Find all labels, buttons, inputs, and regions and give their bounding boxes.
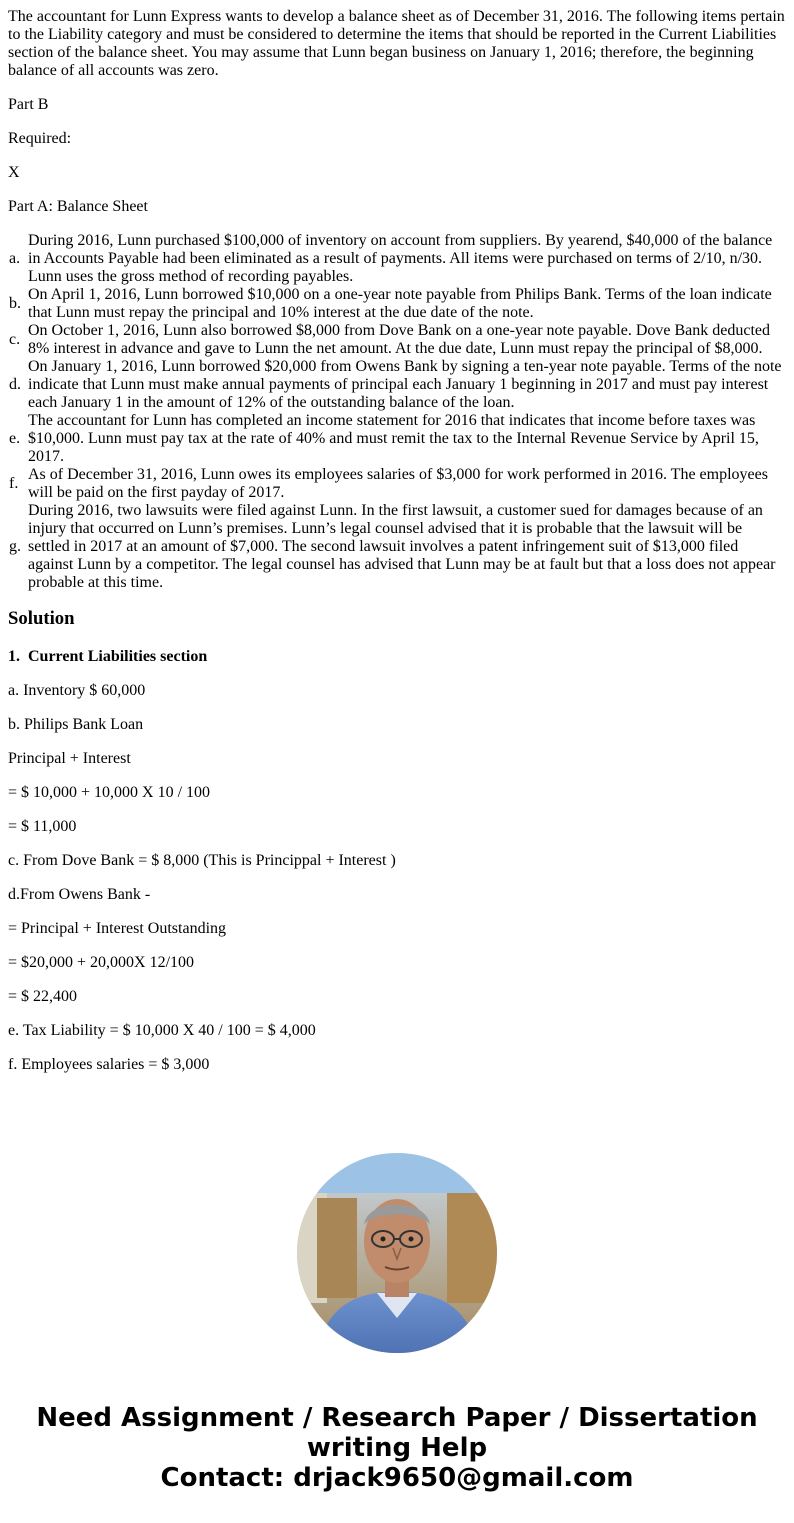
promo-line-1: Need Assignment / Research Paper / Dissertation xyxy=(36,1403,758,1433)
item-row-c xyxy=(8,322,784,358)
item-letter: c. xyxy=(9,331,21,348)
question-intro: The accountant for Lunn Express wants to develop a balance sheet as of December 31, 2016. The following items pertain to the Liability category and must be considered to determine the items that should be reported in the Current Liabilities section of the balance sheet. You may assume that Lunn began business on January 1, 2016; therefore, the beginning balance of all accounts was zero. xyxy=(8,8,785,79)
item-text: On January 1, 2016, Lunn borrowed $20,000 from Owens Bank by signing a ten-year note payable. Terms of the note indicate that Lunn must make annual payments of principal each January 1 beginning in 2017 and must pay interest each January 1 in the amount of 12% of the outstanding balance of the loan. xyxy=(28,358,782,411)
item-text: During 2016, Lunn purchased $100,000 of inventory on account from suppliers. By yearend, $40,000 of the balance in Accounts Payable had been eliminated as a result of payments. All items were purchased on terms of 2/10, n/30. Lunn uses the gross method of recording payables. xyxy=(28,232,773,285)
solution-line: a. Inventory $ 60,000 xyxy=(8,682,146,699)
item-letter: f. xyxy=(9,475,19,492)
document-body xyxy=(8,8,786,1090)
item-row-f xyxy=(8,466,784,502)
solution-line: Principal + Interest xyxy=(8,750,131,767)
promo-line-2: writing Help xyxy=(306,1433,488,1463)
item-row-e xyxy=(8,412,784,466)
part-b-label: Part B xyxy=(8,96,49,113)
solution-line: = $ 22,400 xyxy=(8,988,78,1005)
solution-line: d.From Owens Bank - xyxy=(8,886,151,903)
item-letter: d. xyxy=(9,376,21,393)
item-text: On October 1, 2016, Lunn also borrowed $8,000 from Dove Bank on a one-year note payable. Dove Bank deducted 8% interest in advance and gave to Lunn the net amount. At the due date, Lunn must repay the principal of $8,000. xyxy=(28,322,771,357)
promo-contact-email: Contact: drjack9650@gmail.com xyxy=(160,1463,634,1493)
solution-section-title: 1. Current Liabilities section xyxy=(8,648,208,665)
item-letter: g. xyxy=(9,538,21,555)
part-a-label: Part A: Balance Sheet xyxy=(8,198,148,215)
author-portrait-image xyxy=(297,1153,497,1353)
item-text: The accountant for Lunn has completed an income statement for 2016 that indicates that income before taxes was $10,000. Lunn must pay tax at the rate of 40% and must remit the tax to the Internal Revenue Service by April 15, 2017. xyxy=(28,412,759,465)
item-text: During 2016, two lawsuits were filed against Lunn. In the first lawsuit, a customer sued for damages because of an injury that occurred on Lunn’s premises. Lunn’s legal counsel advised that it is probable that the lawsuit will be settled in 2017 at an amount of $7,000. The second lawsuit involves a patent infringement suit of $13,000 filed against Lunn by a competitor. The legal counsel has advised that Lunn may be at fault but that a loss does not appear probable at this time. xyxy=(28,502,776,591)
item-row-d xyxy=(8,358,784,412)
item-text: On April 1, 2016, Lunn borrowed $10,000 on a one-year note payable from Philips Bank. Terms of the loan indicate that Lunn must repay the principal and 10% interest at the due date of the note. xyxy=(28,286,772,321)
solution-line: = $ 10,000 + 10,000 X 10 / 100 xyxy=(8,784,211,801)
item-letter: e. xyxy=(9,430,21,447)
solution-heading: Solution xyxy=(8,608,75,629)
question-items-table xyxy=(8,232,784,592)
promo-banner xyxy=(0,1403,794,1493)
x-label: X xyxy=(8,164,20,181)
solution-line: = Principal + Interest Outstanding xyxy=(8,920,227,937)
required-label: Required: xyxy=(8,130,72,147)
solution-line: b. Philips Bank Loan xyxy=(8,716,144,733)
author-photo xyxy=(297,1153,497,1353)
solution-line: f. Employees salaries = $ 3,000 xyxy=(8,1056,210,1073)
item-text: As of December 31, 2016, Lunn owes its employees salaries of $3,000 for work performed in 2016. The employees will be paid on the first payday of 2017. xyxy=(28,466,768,501)
item-row-g xyxy=(8,502,784,592)
item-letter: a. xyxy=(9,250,21,267)
item-row-b xyxy=(8,286,784,322)
solution-line: = $20,000 + 20,000X 12/100 xyxy=(8,954,195,971)
item-letter: b. xyxy=(9,295,21,312)
solution-line: c. From Dove Bank = $ 8,000 (This is Princippal + Interest ) xyxy=(8,852,396,869)
solution-line: e. Tax Liability = $ 10,000 X 40 / 100 = $ 4,000 xyxy=(8,1022,316,1039)
item-row-a xyxy=(8,232,784,286)
solution-line: = $ 11,000 xyxy=(8,818,77,835)
